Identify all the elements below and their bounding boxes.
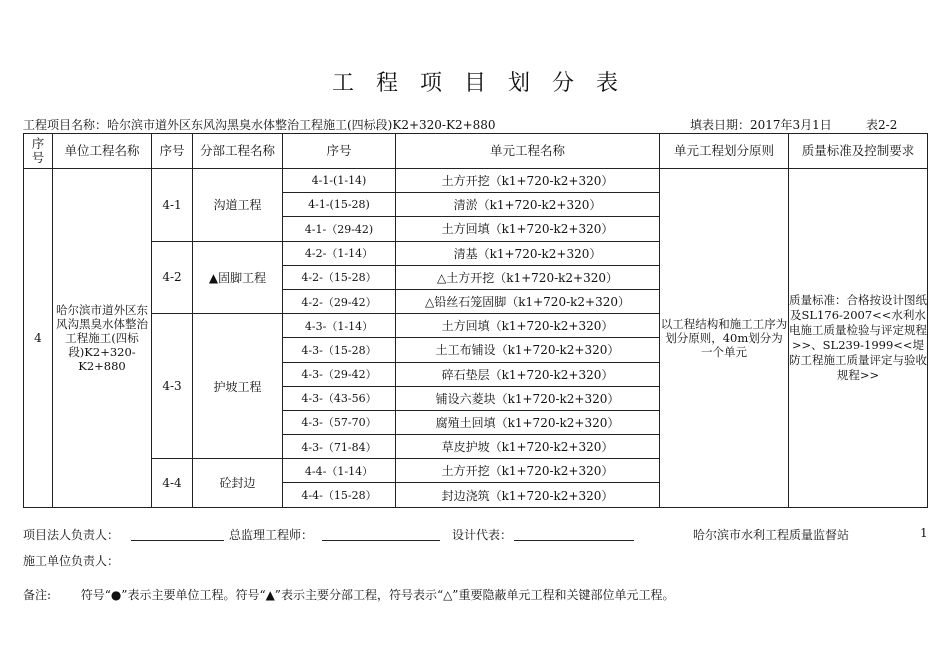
header-item-serial: 序号	[283, 134, 396, 169]
element-name: 封边浇筑（k1+720-k2+320）	[396, 483, 660, 507]
fill-date: 填表日期：2017年3月1日	[690, 118, 832, 132]
element-serial: 4-2-（1-14）	[283, 241, 396, 265]
page-title: 工程项目划分表	[331, 71, 640, 96]
element-serial: 4-3-（1-14）	[283, 314, 396, 338]
legal-person-signature-line	[131, 540, 224, 541]
element-serial: 4-2-（15-28）	[283, 265, 396, 289]
element-name: 草皮护坡（k1+720-k2+320）	[396, 435, 660, 459]
element-name: 铺设六菱块（k1+720-k2+320）	[396, 386, 660, 410]
chief-supervisor-label: 总监理工程师：	[229, 528, 314, 542]
division-serial: 4-2	[152, 241, 193, 314]
header-div-serial: 序号	[152, 134, 193, 169]
header-division-project: 分部工程名称	[193, 134, 283, 169]
design-rep-label: 设计代表：	[452, 528, 513, 542]
legal-person-label: 项目法人负责人：	[23, 528, 120, 542]
remark-label: 备注:	[23, 588, 52, 602]
element-name: △铅丝石笼固脚（k1+720-k2+320）	[396, 289, 660, 313]
header-unit-project: 单位工程名称	[53, 134, 152, 169]
header-element-project: 单元工程名称	[396, 134, 660, 169]
element-name: 土方回填（k1+720-k2+320）	[396, 217, 660, 241]
element-name: 土方开挖（k1+720-k2+320）	[396, 459, 660, 483]
project-division-table	[23, 133, 928, 508]
element-serial: 4-1-(15-28)	[283, 193, 396, 217]
division-serial: 4-3	[152, 314, 193, 459]
design-rep-signature-line	[514, 540, 634, 541]
element-serial: 4-4-（1-14）	[283, 459, 396, 483]
division-principle: 以工程结构和施工工序为划分原则，40m划分为一个单元	[660, 169, 789, 508]
header-serial: 序号	[24, 134, 53, 169]
unit-serial: 4	[24, 169, 53, 508]
division-name: 砼封边	[193, 459, 283, 507]
page-number: 1	[920, 526, 928, 540]
table-row	[24, 169, 928, 193]
element-serial: 4-3-（57-70）	[283, 410, 396, 434]
supervision-station: 哈尔滨市水利工程质量监督站	[693, 528, 850, 542]
element-name: 清淤（k1+720-k2+320）	[396, 193, 660, 217]
division-name: 沟道工程	[193, 169, 283, 242]
remark-text: 符号“●”表示主要单位工程。符号“▲”表示主要分部工程，符号表示“△”重要隐蔽单元工程和关键部位单元工程。	[80, 588, 675, 602]
quality-standard: 质量标准：合格按设计图纸及SL176-2007<<水利水电施工质量检验与评定规程>>、SL239-1999<<堤防工程施工质量评定与验收规程>>	[789, 169, 928, 508]
header-row	[24, 134, 928, 169]
project-name: 工程项目名称：哈尔滨市道外区东风沟黑臭水体整治工程施工(四标段)K2+320-K2+880	[23, 118, 496, 132]
element-serial: 4-4-（15-28）	[283, 483, 396, 507]
table-number: 表2-2	[866, 118, 898, 132]
element-serial: 4-1-（29-42)	[283, 217, 396, 241]
element-name: 清基（k1+720-k2+320）	[396, 241, 660, 265]
element-name: 碎石垫层（k1+720-k2+320）	[396, 362, 660, 386]
element-name: △土方开挖（k1+720-k2+320）	[396, 265, 660, 289]
division-name: ▲固脚工程	[193, 241, 283, 314]
element-serial: 4-3-（71-84）	[283, 435, 396, 459]
header-quality: 质量标准及控制要求	[789, 134, 928, 169]
element-name: 土方开挖（k1+720-k2+320）	[396, 169, 660, 193]
element-name: 土工布铺设（k1+720-k2+320）	[396, 338, 660, 362]
element-serial: 4-2-（29-42）	[283, 289, 396, 313]
chief-supervisor-signature-line	[322, 540, 440, 541]
element-serial: 4-3-（43-56）	[283, 386, 396, 410]
element-serial: 4-1-(1-14)	[283, 169, 396, 193]
header-principle: 单元工程划分原则	[660, 134, 789, 169]
element-serial: 4-3-（15-28）	[283, 338, 396, 362]
element-serial: 4-3-（29-42）	[283, 362, 396, 386]
element-name: 腐殖土回填（k1+720-k2+320）	[396, 410, 660, 434]
element-name: 土方回填（k1+720-k2+320）	[396, 314, 660, 338]
division-serial: 4-4	[152, 459, 193, 507]
remark	[23, 586, 674, 603]
division-serial: 4-1	[152, 169, 193, 242]
unit-project-name: 哈尔滨市道外区东风沟黑臭水体整治工程施工(四标段)K2+320-K2+880	[53, 169, 152, 508]
construction-unit-label: 施工单位负责人：	[23, 554, 120, 568]
division-name: 护坡工程	[193, 314, 283, 459]
